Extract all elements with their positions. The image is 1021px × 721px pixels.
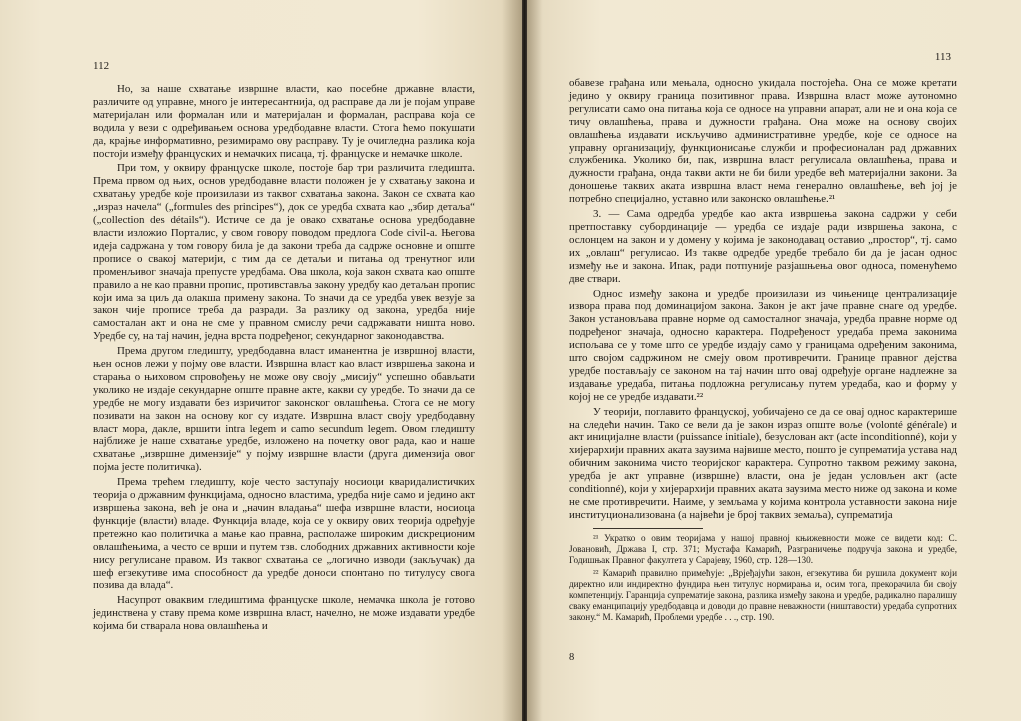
page-number: 113 [934,51,951,63]
footnote: ²¹ Укратко о овим теоријама у нашој правној књижевности може се видети код: С. Јовановић, Држава I, стр. 371; Мустафа Камарић, Разграничење подручја закона и уредбе, Годишњак Правног факултета у Сарајеву, 1960, стр. 128—130. [569,532,957,565]
footnote-rule [593,528,703,529]
paragraph: Однос између закона и уредбе произилази из чињенице централизације извора права под доминацијом закона. Закон је акт јаче правне снаге од уредбе. Закон установљава правне норме од самосталног значаја, уредба правне норме од подређеног значаја, односно карактера. Подређеност уредаба према законима испољава се у томе што се уредбе издају само у границама одређеним законима, што својом садржином не смеју овом противречити. Границе правног дејства уредбе постављају се законом на тај начин што овај одређује органе надлежне за издавање уредаба, питања подложна регулисању путем уредаба, као и форму у којој не се уредбе издавати.²² [569,287,957,403]
paragraph: У теорији, поглавито француској, уобичајено се да се овај однос карактерише на следећи начин. Тако се вели да је закон израз опште воље (volonté générale) и акт иницијалне власти (puissance initiale), безуслован акт (acte inconditionné), који у хијерархији правних аката заузима највише место, пошто је супрематија устава над обичним законима чисто теоријског карактера. Супротно таквом режиму закона, уредба је акт управне (извршне) власти, она је један условљен акт (acte conditionné), који у хијерархији правних аката заузима место ниже од закона и коме не сме противречити. Наиме, у земљама у којима контрола уставности закона није институционализована (а највећи је број таквих земаља), супрематија [569,405,957,521]
signature-mark: 8 [569,652,575,663]
right-page [527,0,1021,721]
paragraph: Но, за наше схватање извршне власти, као посебне државне власти, различите од управне, много је интересантнија, од расправе да ли је појам управе материјалан или формалан или и материјалан и формалан, расправа која се водила у вези с одређивањем основа уредбодавне власти. Стога ћемо покушати да, крајње информативно, резимирамо ову расправу. Ту је очигледна разлика која постоји између француских и немачких писаца, тј. француске и немачке школе. [93,83,475,160]
page-number: 112 [93,60,110,72]
paragraph: Насупрот оваквим гледиштима француске школе, немачка школа је готово јединствена у ставу према коме извршна власт, начелно, не може издавати уредбе којима би стварала нова овлашћења и [93,594,475,633]
paragraph: Према трећем гледишту, које често заступају носиоци кваридалистичких теорија о државним функцијама, односно властима, уредба није само и једино акт извршења закона, већ је она и „начин владања“ шефа извршне власти, носиоца функције (власти) владе. Функција владе, која се у оквиру ових теорија одређује претежно као политичка а мање као правна, располаже широким дискреционим овлашћењима, а често се врши и путем тзв. слободних државних активности које нису регулисане правом. Из таквог схватања се „логично изводи (закључак) да шеф егзекутиве има способност да уредбе доноси спонтано по титулусу свога позива да влада“. [93,476,475,592]
body-text [569,77,957,623]
paragraph: обавезе грађана или мењала, односно укидала постојећа. Она се може кретати једино у оквиру граница позитивног права. Извршна власт може аутономно регулисати само она питања која се односе на управни апарат, али не и она која се тичу овлашћења, права и дужности грађана. Она може на основу својих овлашћења издавати искључиво административне уредбе, које се односе на управну организацију, функционисање служби и професионалан рад државних службеника. Уколико би, пак, извршна власт регулисала овлашћења, права и дужности грађана, онда такви акти не би били уредбе већ материјални закони. За доношење таквих аката извршна власт нема генерално овлашћење, већ јој је потребно специјално, уставно или законско овлашћење.²¹ [569,77,957,206]
page-curl-shadow [502,0,522,721]
paragraph: 3. — Сама одредба уредбе као акта извршења закона садржи у себи претпоставку субординације — уредба се издаје ради извршења закона, с ослонцем на закон и у домену у којима је законодавац оставио „простор“, тј. само их „овлаш“ регулисао. Из такве одредбе уредбе требало би да је јасан однос између ње и закона. Ипак, ради потпуније разјашњења овог односа, поменућемо две ствари. [569,208,957,285]
body-text [93,83,475,633]
paragraph: Према другом гледишту, уредбодавна власт иманентна је извршној власти, њен основ лежи у појму ове власти. Извршна власт као власт извршења закона и старања о њиховом спровођењу не може ову своју „мисију“ успешно обављати уколико не издаје секундарне опште правне акте, какви су уредбе. То значи да се уредбе не могу издавати без изричитог законског овлашћења. Стога се не могу позивати на закон на основу ког су издате. Извршна власт своју уредбодавну власт мора, дакле, вршити intra legem и camo secundum legem. Овом гледишту најближе је наше схватање уредбе, изложено на почетку овог рада, као и наше схватање „извршне димензије“ у појму извршне власти (друга димензија овог појма јесте политичка). [93,345,475,474]
page-curl-shadow [527,0,543,721]
footnote: ²² Камарић правилно примећује: „Врјеђајући закон, егзекутива би рушила документ који директно или индиректно фундира њен титулус нормирања и, осим тога, прекорачила би своју компетенцију. Гаранција супрематије закона, разлика између закона и уредбе, радикално паралишу сваку еманципацију уредбодавца и доводи до правне неважности (ништавости) уредаба супротних закону.“ М. Камарић, Проблеми уредбе . . ., стр. 190. [569,567,957,622]
paragraph: При том, у оквиру француске школе, постоје бар три различита гледишта. Према првом од њих, основ уредбодавне власти положен је у схватању закона и схватању уредбе које произилази из таквог схватања закона. Закон се схвата као „израз начела“ („formules des principes“), док се уредба схвата као „збир детаља“ („collection des détails“). Истиче се да је овако схватање основа уредбодавне власти изложио Порталис, у свом говору поводом предлога Code civil-а. Његова идеја садржана у том говору била је да закони треба да садрже основне и опште прописе о свакој материји, с тим да се детаљи и питања од тренутног или променљивог значаја препусте уредбама. Ова школа, која закон схвата као опште правило а не као правни пропис, противставља закону уредбу као детаљан пропис који има за циљ да олакша примену закона. То значи да се уредба увек везује за закон чије прописе треба да разради. За разлику од закона, уредба није самосталан акт и она не сме у правном смислу речи садржавати ништа ново. Уредбе су, на тај начин, једна врста подређеног, секундарног законодавства. [93,162,475,343]
